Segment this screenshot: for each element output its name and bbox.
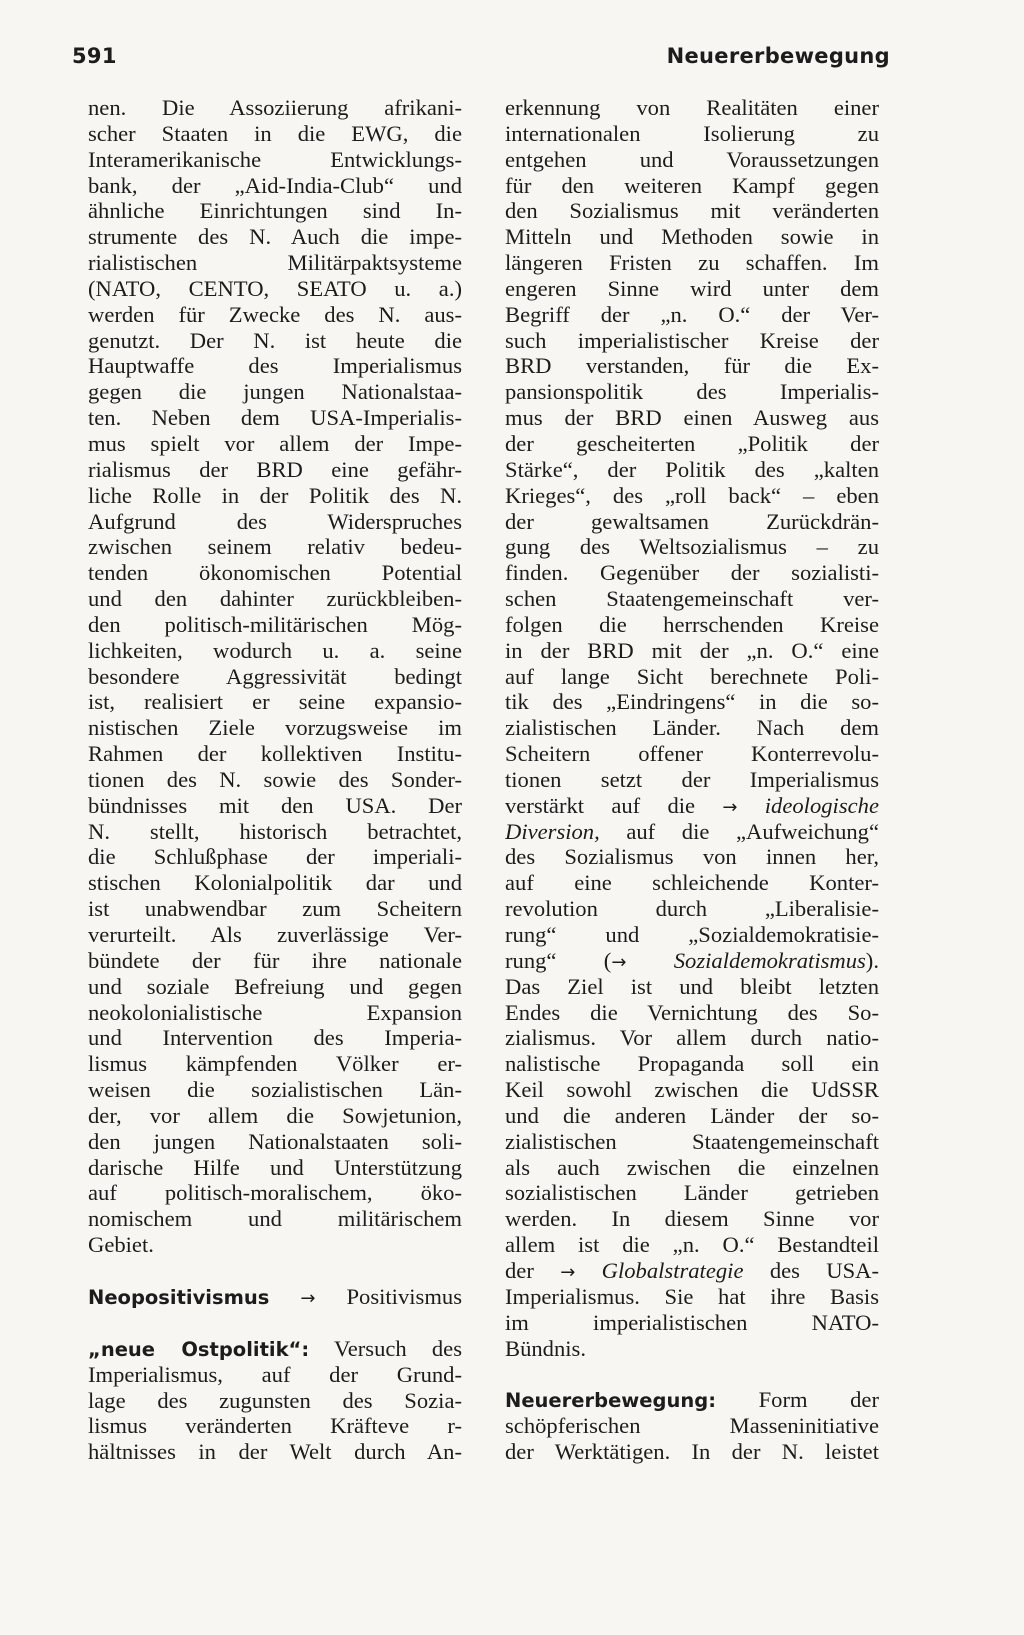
text-line: werden. In diesem Sinne vor: [505, 1206, 879, 1232]
text-line: entgehen und Voraussetzungen: [505, 146, 879, 172]
text-line: für den weiteren Kampf gegen: [505, 172, 879, 198]
text-span: auf die „Aufweichung“: [626, 818, 879, 844]
right-body-text: [505, 95, 879, 793]
text-line: darische Hilfe und Unterstützung: [88, 1154, 462, 1180]
text-line: als auch zwischen die einzelnen: [505, 1154, 879, 1180]
text-line: Imperialismus. Sie hat ihre Basis: [505, 1283, 879, 1309]
text-line: internationalen Isolierung zu: [505, 120, 879, 146]
text-line: Rahmen der kollektiven Institu-: [88, 741, 462, 767]
text-line: der, vor allem die Sowjetunion,: [88, 1102, 462, 1128]
text-line: Gebiet.: [88, 1232, 154, 1258]
text-line: [505, 948, 879, 974]
text-line: auf lange Sicht berechnete Poli-: [505, 663, 879, 689]
text-line: zwischen seinem relativ bedeu-: [88, 534, 462, 560]
entry-term: Neuererbewegung:: [505, 1389, 717, 1413]
text-line: ist unabwendbar zum Scheitern: [88, 896, 462, 922]
text-line: Keil sowohl zwischen die UdSSR: [505, 1077, 879, 1103]
text-line: Das Ziel ist und bleibt letzten: [505, 973, 879, 999]
right-body-text: [505, 974, 879, 1258]
cross-reference: Globalstrategie: [601, 1257, 744, 1283]
text-line: (NATO, CENTO, SEATO u. a.): [88, 275, 462, 301]
right-body-text: [505, 1284, 879, 1362]
text-line: lichkeiten, wodurch u. a. seine: [88, 637, 462, 663]
text-line: der gewaltsamen Zurückdrän-: [505, 508, 879, 534]
text-line: Stärke“, der Politik des „kalten: [505, 456, 879, 482]
right-body-text: [505, 844, 879, 947]
left-column: [88, 95, 462, 1465]
text-line: der Werktätigen. In der N. leistet: [505, 1439, 879, 1465]
text-line: besondere Aggressivität bedingt: [88, 663, 462, 689]
text-span: verstärkt auf die: [505, 792, 696, 818]
text-line: Scheitern offener Konterrevolu-: [505, 741, 879, 767]
text-line: BRD verstanden, für die Ex-: [505, 353, 879, 379]
text-line: engeren Sinne wird unter dem: [505, 275, 879, 301]
text-line: rung“ und „Sozialdemokratisie-: [505, 922, 879, 947]
entry-text: Form der: [758, 1387, 879, 1413]
text-line: nistischen Ziele vorzugsweise im: [88, 715, 462, 741]
text-line: Imperialismus, auf der Grund-: [88, 1361, 462, 1387]
text-line: bündete der für ihre nationale: [88, 947, 462, 973]
text-line: gung des Weltsozialismus – zu: [505, 534, 879, 560]
text-line: des Sozialismus von innen her,: [505, 844, 879, 870]
text-line: N. stellt, historisch betrachtet,: [88, 818, 462, 844]
cross-reference: Diversion,: [505, 818, 600, 844]
text-line: schöpferischen Masseninitiative: [505, 1413, 879, 1439]
text-line: neokolonialistische Expansion: [88, 999, 462, 1025]
text-line: erkennung von Realitäten einer: [505, 95, 879, 120]
text-line: Hauptwaffe des Imperialismus: [88, 353, 462, 379]
entry-text: Versuch des: [333, 1335, 462, 1361]
cross-reference: ideologische: [764, 792, 879, 818]
text-line: im imperialistischen NATO-: [505, 1309, 879, 1335]
text-line: den politisch-militärischen Mög-: [88, 611, 462, 637]
text-line: zialistischen Staatengemeinschaft: [505, 1128, 879, 1154]
text-line: auf politisch-moralischem, öko-: [88, 1180, 462, 1206]
text-line: nen. Die Assoziierung afrikani-: [88, 95, 462, 120]
text-line: und soziale Befreiung und gegen: [88, 973, 462, 999]
text-line: zialismus. Vor allem durch natio-: [505, 1025, 879, 1051]
arrow-icon: →: [300, 1287, 316, 1309]
arrow-icon: →: [611, 951, 627, 973]
text-line: der gescheiterten „Politik der: [505, 430, 879, 456]
text-line: allem ist die „n. O.“ Bestandteil: [505, 1232, 879, 1258]
text-line: nomischem und militärischem: [88, 1206, 462, 1232]
text-line: tik des „Eindringens“ in die so-: [505, 689, 879, 715]
text-line: revolution durch „Liberalisie-: [505, 896, 879, 922]
arrow-icon: →: [560, 1261, 576, 1283]
text-line: den Sozialismus mit veränderten: [505, 198, 879, 224]
text-line: [505, 819, 879, 845]
text-line: lismus kämpfenden Völker er-: [88, 1051, 462, 1077]
text-line: scher Staaten in die EWG, die: [88, 120, 462, 146]
text-line: tenden ökonomischen Potential: [88, 560, 462, 586]
text-line: hältnisses in der Welt durch An-: [88, 1439, 462, 1465]
entry-term: Neopositivismus: [88, 1285, 270, 1309]
text-line: [505, 1258, 879, 1284]
ostpolitik-body-text: [88, 1362, 462, 1465]
text-line: weisen die sozialistischen Län-: [88, 1077, 462, 1103]
text-line: tionen setzt der Imperialismus: [505, 766, 879, 792]
text-line: sozialistischen Länder getrieben: [505, 1180, 879, 1206]
cross-reference: Positivismus: [346, 1283, 462, 1309]
text-line: Begriff der „n. O.“ der Ver-: [505, 301, 879, 327]
right-column: [505, 95, 879, 1465]
text-line: auf eine schleichende Konter-: [505, 870, 879, 896]
text-line: Endes die Vernichtung des So-: [505, 999, 879, 1025]
text-line: pansionspolitik des Imperialis-: [505, 379, 879, 405]
text-span: rung“ (: [505, 947, 612, 973]
text-line: längeren Fristen zu schaffen. Im: [505, 250, 879, 276]
arrow-icon: →: [722, 796, 738, 818]
text-line: in der BRD mit der „n. O.“ eine: [505, 637, 879, 663]
text-line: tionen des N. sowie des Sonder-: [88, 766, 462, 792]
page-number: 591: [72, 44, 117, 68]
text-line: verurteilt. Als zuverlässige Ver-: [88, 922, 462, 947]
neuerer-body-text: [505, 1413, 879, 1465]
running-title: Neuererbewegung: [666, 44, 890, 68]
text-line: ist, realisiert er seine expansio-: [88, 689, 462, 715]
text-line: werden für Zwecke des N. aus-: [88, 301, 462, 327]
text-line: zialistischen Länder. Nach dem: [505, 715, 879, 741]
text-line: lage des zugunsten des Sozia-: [88, 1387, 462, 1413]
text-line: Interamerikanische Entwicklungs-: [88, 146, 462, 172]
text-span: ).: [865, 947, 879, 973]
text-line: Krieges“, des „roll back“ – eben: [505, 482, 879, 508]
left-body-text: [88, 95, 462, 1258]
text-line: finden. Gegenüber der sozialisti-: [505, 560, 879, 586]
text-line: die Schlußphase der imperiali-: [88, 844, 462, 870]
entry-neopositivismus: [88, 1284, 462, 1310]
text-line: ten. Neben dem USA-Imperialis-: [88, 405, 462, 431]
text-line: Mitteln und Methoden sowie in: [505, 224, 879, 250]
text-line: rialistischen Militärpaktsysteme: [88, 250, 462, 276]
text-line: mus der BRD einen Ausweg aus: [505, 405, 879, 431]
text-span: der: [505, 1257, 534, 1283]
text-line: und Intervention des Imperia-: [88, 1025, 462, 1051]
text-line: such imperialistischer Kreise der: [505, 327, 879, 353]
text-line: Aufgrund des Widerspruches: [88, 508, 462, 534]
text-line: stischen Kolonialpolitik dar und: [88, 870, 462, 896]
cross-reference: Sozialdemokratismus: [673, 947, 866, 973]
entry-neuererbewegung: [505, 1387, 879, 1413]
text-line: mus spielt vor allem der Impe-: [88, 430, 462, 456]
text-line: bank, der „Aid-India-Club“ und: [88, 172, 462, 198]
entry-term: „neue Ostpolitik“:: [88, 1337, 310, 1361]
text-line: [505, 793, 879, 819]
text-line: rialismus der BRD eine gefähr-: [88, 456, 462, 482]
text-line: strumente des N. Auch die impe-: [88, 224, 462, 250]
text-line: Bündnis.: [505, 1335, 586, 1361]
text-span: des USA-: [769, 1257, 879, 1283]
text-line: und den dahinter zurückbleiben-: [88, 586, 462, 612]
text-line: schen Staatengemeinschaft ver-: [505, 586, 879, 612]
text-line: gegen die jungen Nationalstaa-: [88, 379, 462, 405]
text-line: genutzt. Der N. ist heute die: [88, 327, 462, 353]
text-line: ähnliche Einrichtungen sind In-: [88, 198, 462, 224]
text-line: liche Rolle in der Politik des N.: [88, 482, 462, 508]
text-line: bündnisses mit den USA. Der: [88, 792, 462, 818]
text-line: und die anderen Länder der so-: [505, 1102, 879, 1128]
entry-neue-ostpolitik: [88, 1336, 462, 1362]
text-line: folgen die herrschenden Kreise: [505, 611, 879, 637]
text-line: lismus veränderten Kräfteve r-: [88, 1413, 462, 1439]
text-line: nalistische Propaganda soll ein: [505, 1051, 879, 1077]
text-line: den jungen Nationalstaaten soli-: [88, 1128, 462, 1154]
